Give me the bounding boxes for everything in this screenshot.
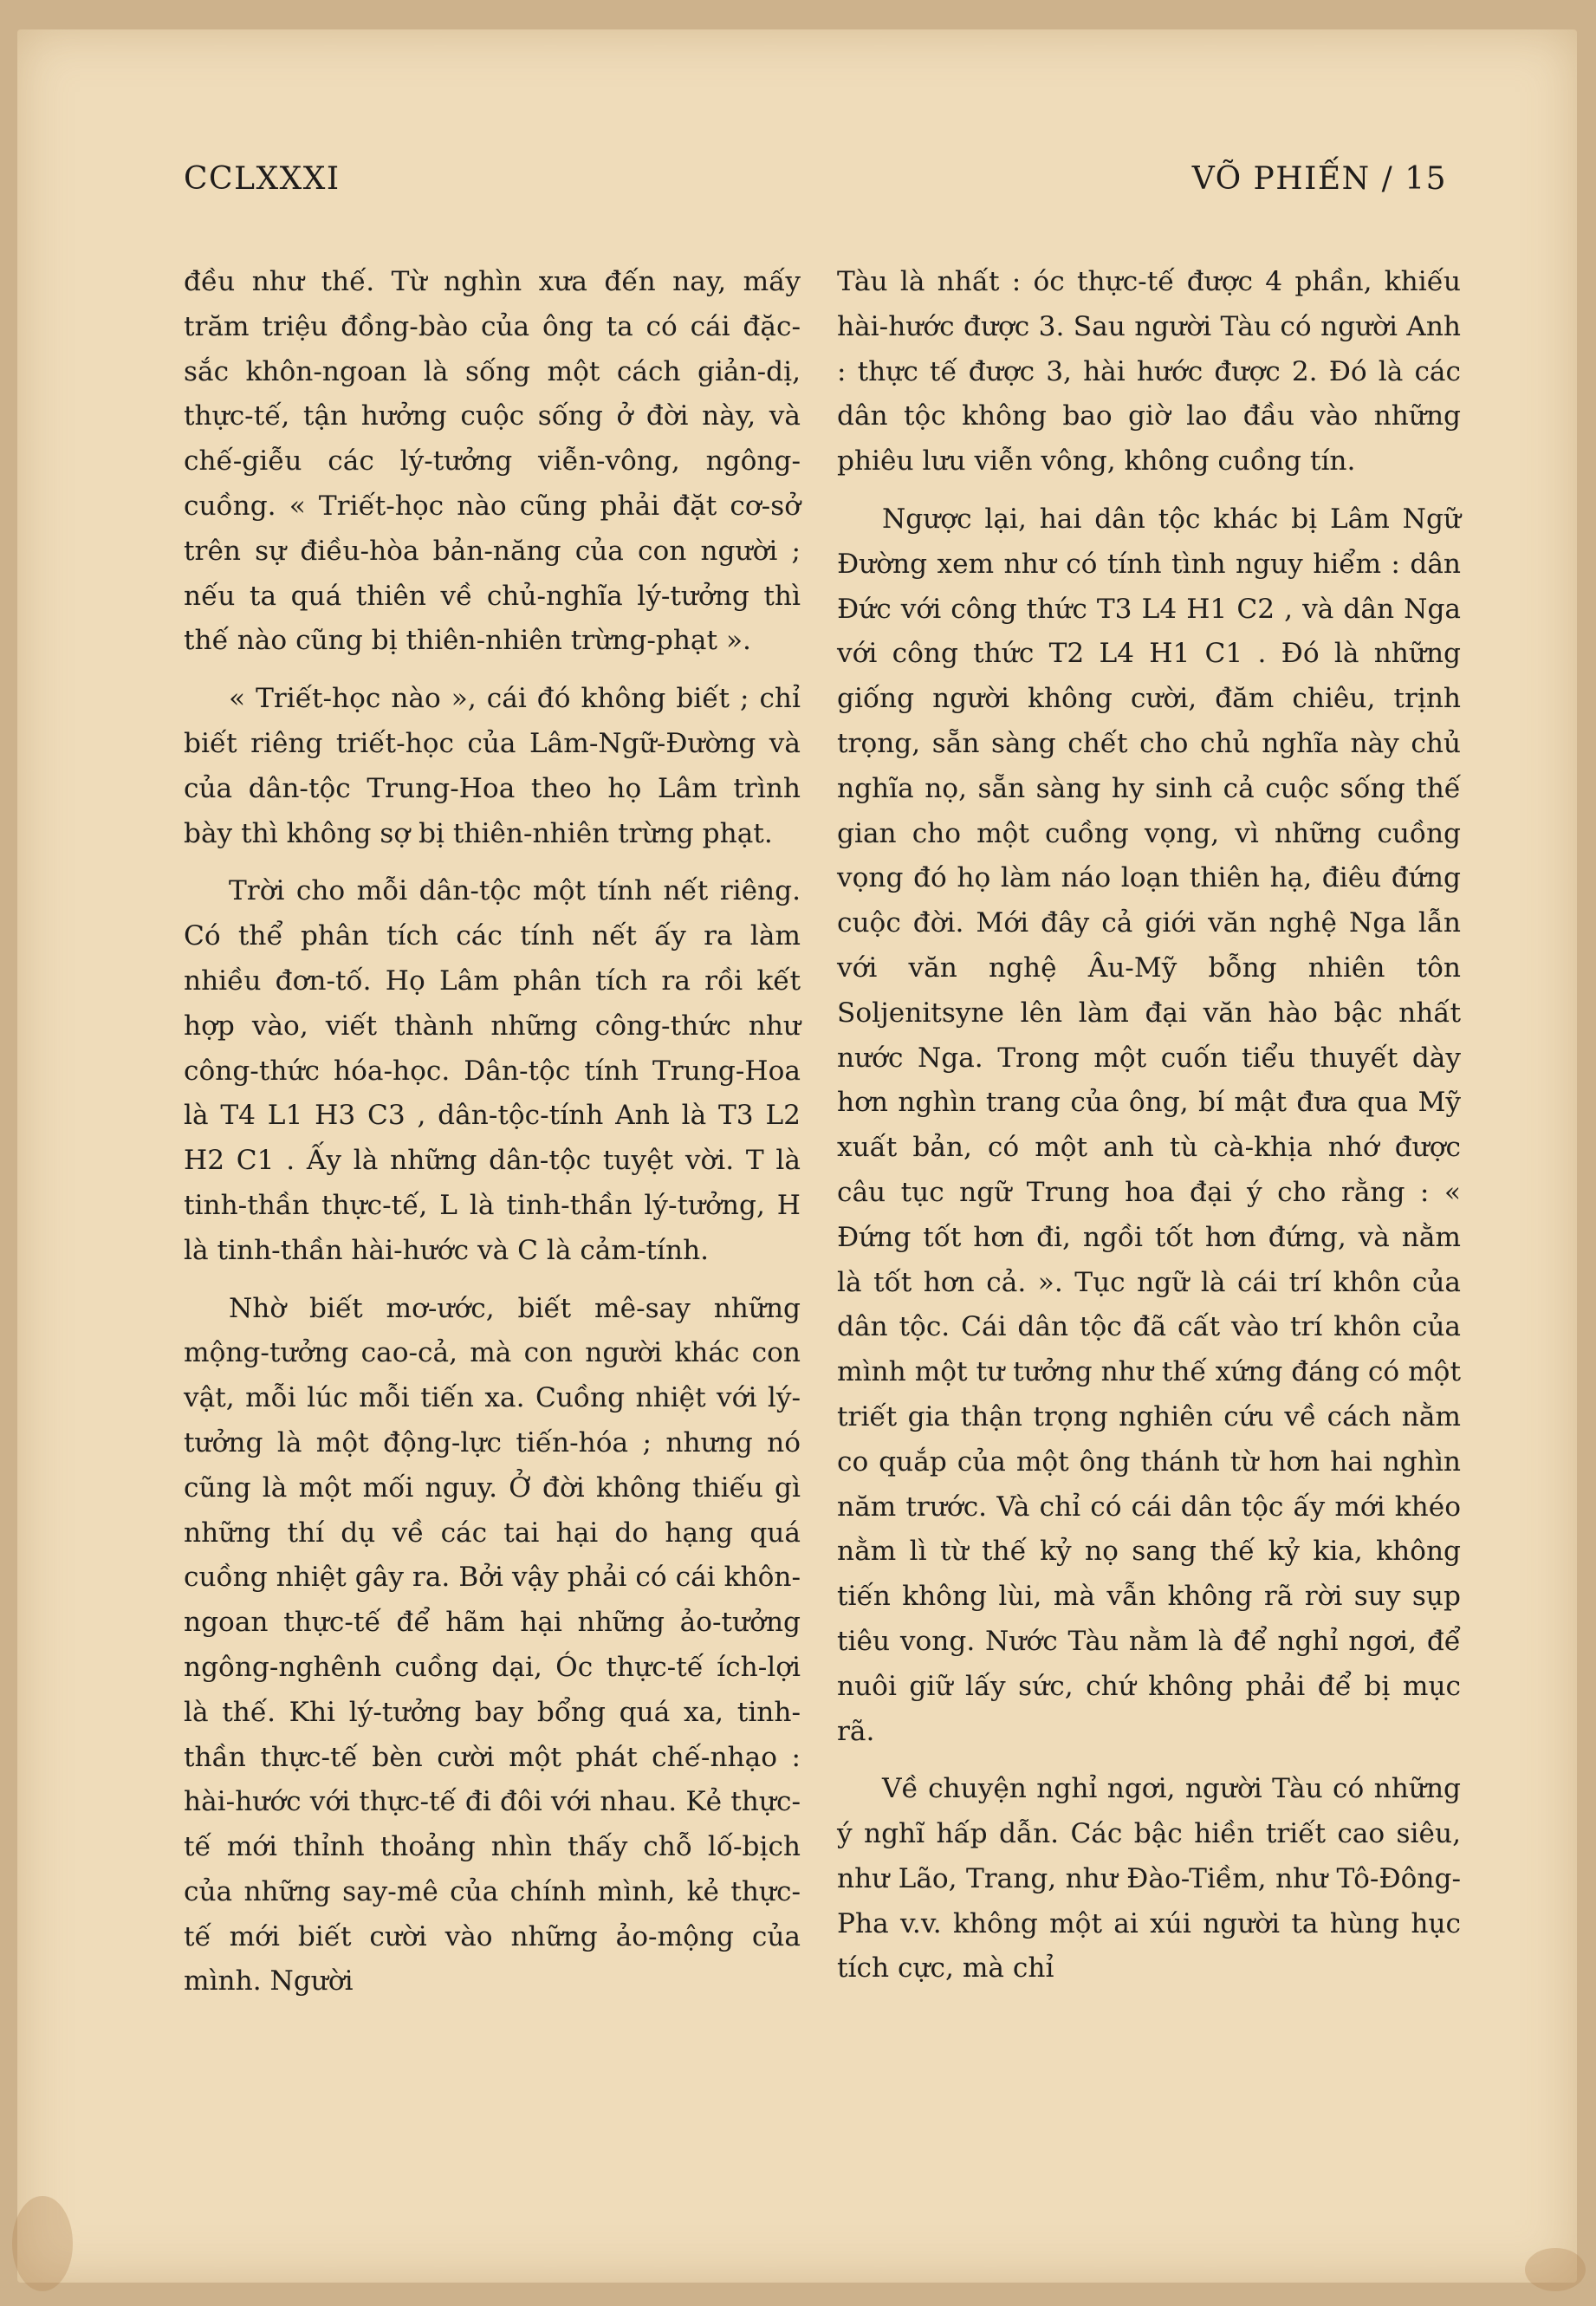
paragraph: « Triết-học nào », cái đó không biết ; chỉ biết riêng triết-học của Lâm-Ngữ-Đường và của dân-tộc Trung-Hoa theo họ Lâm trình bày thì không sợ bị thiên-nhiên trừng phạt.: [184, 683, 801, 849]
text-column-right: [837, 260, 1461, 2004]
paragraph: Tàu là nhất : óc thực-tế được 4 phần, khiếu hài-hước được 3. Sau người Tàu có người Anh : thực tế được 3, hài hước được 2. Đó là các dân tộc không bao giờ lao đầu vào những phiêu lưu viễn vông, không cuồng tín.: [837, 266, 1461, 477]
running-header-left: CCLXXXI: [184, 161, 341, 197]
paragraph: Về chuyện nghỉ ngơi, người Tàu có những ý nghĩ hấp dẫn. Các bậc hiền triết cao siêu, như Lão, Trang, như Đào-Tiềm, như Tô-Đông-Pha v.v. không một ai xúi người ta hùng hục tích cực, mà chỉ: [837, 1773, 1461, 1984]
running-header-right: VÕ PHIẾN / 15: [1191, 161, 1447, 197]
paragraph: đều như thế. Từ nghìn xưa đến nay, mấy trăm triệu đồng-bào của ông ta có cái đặc-sắc khôn-ngoan là sống một cách giản-dị, thực-tế, tận hưởng cuộc sống ở đời này, và chế-giễu các lý-tưởng viễn-vông, ngông-cuồng. « Triết-học nào cũng phải đặt cơ-sở trên sự điều-hòa bản-năng của con người ; nếu ta quá thiên về chủ-nghĩa lý-tưởng thì thế nào cũng bị thiên-nhiên trừng-phạt ».: [184, 266, 801, 657]
paragraph: Trời cho mỗi dân-tộc một tính nết riêng. Có thể phân tích các tính nết ấy ra làm nhiều đơn-tố. Họ Lâm phân tích ra rồi kết hợp vào, viết thành những công-thức như công-thức hóa-học. Dân-tộc tính Trung-Hoa là T4 L1 H3 C3 , dân-tộc-tính Anh là T3 L2 H2 C1 . Ấy là những dân-tộc tuyệt vời. T là tinh-thần thực-tế, L là tinh-thần lý-tưởng, H là tinh-thần hài-hước và C là cảm-tính.: [184, 875, 801, 1266]
paper-stain: [12, 2196, 73, 2291]
paragraph: Nhờ biết mơ-ước, biết mê-say những mộng-tưởng cao-cả, mà con người khác con vật, mỗi lúc mỗi tiến xa. Cuồng nhiệt với lý-tưởng là một động-lực tiến-hóa ; nhưng nó cũng là một mối nguy. Ở đời không thiếu gì những thí dụ về các tai hại do hạng quá cuồng nhiệt gây ra. Bởi vậy phải có cái khôn-ngoan thực-tế để hãm hại những ảo-tưởng ngông-nghênh cuồng dại, Óc thực-tế ích-lợi là thế. Khi lý-tưởng bay bổng quá xa, tinh-thần thực-tế bèn cười một phát chế-nhạo : hài-hước với thực-tế đi đôi với nhau. Kẻ thực-tế mới thỉnh thoảng nhìn thấy chỗ lố-bịch của những say-mê của chính mình, kẻ thực-tế mới biết cười vào những ảo-mộng của mình. Người: [184, 1292, 801, 1997]
paper-stain: [1525, 2248, 1586, 2291]
paragraph: Ngược lại, hai dân tộc khác bị Lâm Ngữ Đường xem như có tính tình nguy hiểm : dân Đức với công thức T3 L4 H1 C2 , và dân Nga với công thức T2 L4 H1 C1 . Đó là những giống người không cười, đăm chiêu, trịnh trọng, sẵn sàng chết cho chủ nghĩa này chủ nghĩa nọ, sẵn sàng hy sinh cả cuộc sống thế gian cho một cuồng vọng, vì những cuồng vọng đó họ làm náo loạn thiên hạ, điêu đứng cuộc đời. Mới đây cả giới văn nghệ Nga lẫn với văn nghệ Âu-Mỹ bỗng nhiên tôn Soljenitsyne lên làm đại văn hào bậc nhất nước Nga. Trong một cuốn tiểu thuyết dày hơn nghìn trang của ông, bí mật đưa qua Mỹ xuất bản, có một anh tù cà-khịa nhớ được câu tục ngữ Trung hoa đại ý cho rằng : « Đứng tốt hơn đi, ngồi tốt hơn đứng, và nằm là tốt hơn cả. ». Tục ngữ là cái trí khôn của dân tộc. Cái dân tộc đã cất vào trí khôn của mình một tư tưởng như thế xứng đáng có một triết gia thận trọng nghiên cứu về cách nằm co quắp của một ông thánh từ hơn hai nghìn năm trước. Và chỉ có cái dân tộc ấy mới khéo nằm lì từ thế kỷ nọ sang thế kỷ kia, không tiến không lùi, mà vẫn không rã rời suy sụp tiêu vong. Nước Tàu nằm là để nghỉ ngơi, để nuôi giữ lấy sức, chứ không phải để bị mục rã.: [837, 503, 1461, 1747]
text-column-left: [184, 260, 801, 2017]
